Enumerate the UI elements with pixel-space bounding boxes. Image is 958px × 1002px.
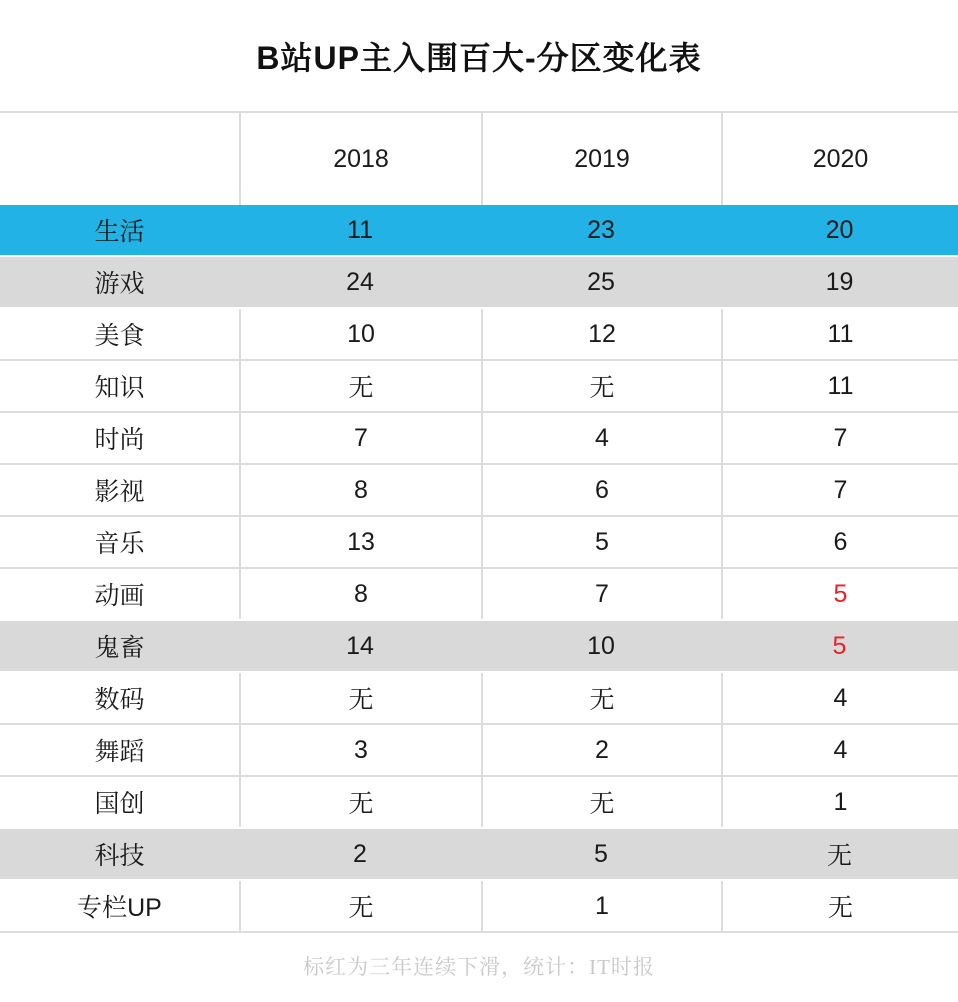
row-label-音乐: 音乐 [94, 530, 145, 558]
cell-知识-2020: 11 [721, 361, 958, 411]
cell-时尚-2018: 7 [239, 413, 481, 463]
cell-科技-2019: 5 [594, 839, 608, 868]
table-header-row [0, 113, 958, 205]
row-label-游戏: 游戏 [94, 270, 145, 298]
cell-舞蹈-2019: 2 [481, 725, 721, 775]
cell-游戏-2019: 25 [587, 267, 615, 296]
header-cell-2018: 2018 [239, 113, 481, 205]
cell-生活-2018: 11 [347, 215, 373, 244]
row-label-专栏UP: 专栏UP [77, 894, 162, 922]
table-body [0, 205, 958, 933]
cell-音乐-2018: 13 [239, 517, 481, 567]
table-row-专栏UP [0, 881, 958, 933]
table-row-美食 [0, 309, 958, 361]
cell-音乐-2019: 5 [481, 517, 721, 567]
table-row-知识 [0, 361, 958, 413]
cell-专栏UP-2019: 1 [481, 881, 721, 931]
cell-数码-2019: 无 [481, 673, 721, 723]
cell-音乐-2020: 6 [721, 517, 958, 567]
row-label-生活: 生活 [94, 218, 145, 246]
row-label-知识: 知识 [94, 374, 145, 402]
cell-生活-2020: 20 [825, 215, 854, 244]
row-label-舞蹈: 舞蹈 [94, 738, 145, 766]
table-row-游戏 [0, 257, 958, 309]
cell-专栏UP-2018: 无 [239, 881, 481, 931]
cell-国创-2020: 1 [721, 777, 958, 827]
cell-动画-2019: 7 [481, 569, 721, 619]
cell-鬼畜-2018: 14 [346, 631, 374, 660]
table-row-数码 [0, 673, 958, 725]
row-label-数码: 数码 [94, 686, 145, 714]
row-label-鬼畜: 鬼畜 [94, 634, 145, 662]
cell-数码-2020: 4 [721, 673, 958, 723]
cell-动画-2020: 5 [721, 569, 958, 619]
header-cell-2020: 2020 [721, 113, 958, 205]
table-row-舞蹈 [0, 725, 958, 777]
row-label-美食: 美食 [94, 322, 145, 350]
cell-鬼畜-2019: 10 [587, 631, 615, 660]
cell-科技-2020: 无 [826, 842, 852, 870]
row-label-科技: 科技 [94, 842, 145, 870]
footnote: 标红为三年连续下滑，统计：IT时报 [303, 954, 655, 979]
cell-国创-2019: 无 [481, 777, 721, 827]
row-label-影视: 影视 [94, 478, 145, 506]
category-change-table [0, 111, 958, 933]
row-label-动画: 动画 [94, 582, 145, 610]
cell-科技-2018: 2 [353, 839, 367, 868]
header-cell-empty [0, 113, 239, 205]
cell-生活-2019: 23 [587, 215, 615, 244]
cell-知识-2018: 无 [239, 361, 481, 411]
cell-时尚-2020: 7 [721, 413, 958, 463]
table-row-鬼畜 [0, 621, 958, 673]
table-row-国创 [0, 777, 958, 829]
cell-游戏-2018: 24 [346, 267, 374, 296]
cell-数码-2018: 无 [239, 673, 481, 723]
row-label-时尚: 时尚 [94, 426, 145, 454]
table-row-音乐 [0, 517, 958, 569]
cell-时尚-2019: 4 [481, 413, 721, 463]
cell-知识-2019: 无 [481, 361, 721, 411]
cell-专栏UP-2020: 无 [721, 881, 958, 931]
cell-美食-2020: 11 [721, 309, 958, 359]
cell-舞蹈-2018: 3 [239, 725, 481, 775]
header-cell-2019: 2019 [481, 113, 721, 205]
table-row-科技 [0, 829, 958, 881]
cell-影视-2018: 8 [239, 465, 481, 515]
cell-国创-2018: 无 [239, 777, 481, 827]
table-row-时尚 [0, 413, 958, 465]
table-row-动画 [0, 569, 958, 621]
cell-舞蹈-2020: 4 [721, 725, 958, 775]
cell-美食-2018: 10 [239, 309, 481, 359]
cell-影视-2020: 7 [721, 465, 958, 515]
table-row-影视 [0, 465, 958, 517]
cell-影视-2019: 6 [481, 465, 721, 515]
row-label-国创: 国创 [94, 790, 145, 818]
page-title: B站UP主入围百大-分区变化表 [256, 39, 702, 76]
cell-美食-2019: 12 [481, 309, 721, 359]
table-row-生活 [0, 205, 958, 257]
cell-动画-2018: 8 [239, 569, 481, 619]
cell-游戏-2020: 19 [825, 267, 854, 296]
cell-鬼畜-2020: 5 [832, 631, 847, 660]
